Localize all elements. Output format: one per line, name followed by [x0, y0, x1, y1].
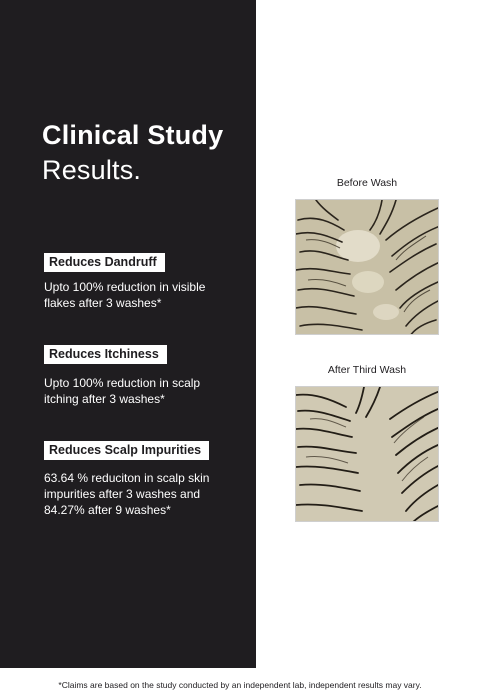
claim-line: 84.27% after 9 washes*	[44, 503, 171, 517]
benefit-badge-itchiness	[44, 345, 167, 364]
benefit-badge-label: Reduces Dandruff	[49, 255, 157, 269]
claim-line: itching after 3 washes*	[44, 392, 165, 406]
benefit-claim-dandruff	[44, 279, 249, 311]
claim-line: Upto 100% reduction in scalp	[44, 376, 201, 390]
before-wash-label: Before Wash	[336, 177, 398, 189]
claim-line: 63.64 % reduciton in scalp skin	[44, 471, 210, 485]
benefit-badge-dandruff	[44, 253, 165, 272]
benefit-badge-label: Reduces Itchiness	[49, 347, 159, 361]
benefit-claim-itchiness	[44, 375, 249, 407]
after-wash-label: After Third Wash	[327, 364, 407, 376]
benefit-claim-impurities	[44, 470, 249, 518]
claim-line: flakes after 3 washes*	[44, 296, 162, 310]
claim-line: Upto 100% reduction in visible	[44, 280, 206, 294]
benefit-badge-impurities	[44, 441, 209, 460]
claim-line: impurities after 3 washes and	[44, 487, 201, 501]
benefit-badge-label: Reduces Scalp Impurities	[49, 443, 202, 457]
after-scalp-image	[296, 387, 439, 522]
before-scalp-image	[296, 200, 439, 335]
after-wash-photo	[295, 386, 439, 522]
disclaimer-footnote: *Claims are based on the study conducted by an independent lab, independent results may vary.	[58, 680, 422, 690]
page-subtitle: Results.	[42, 155, 142, 185]
before-wash-photo	[295, 199, 439, 335]
page-title: Clinical Study	[42, 120, 224, 150]
